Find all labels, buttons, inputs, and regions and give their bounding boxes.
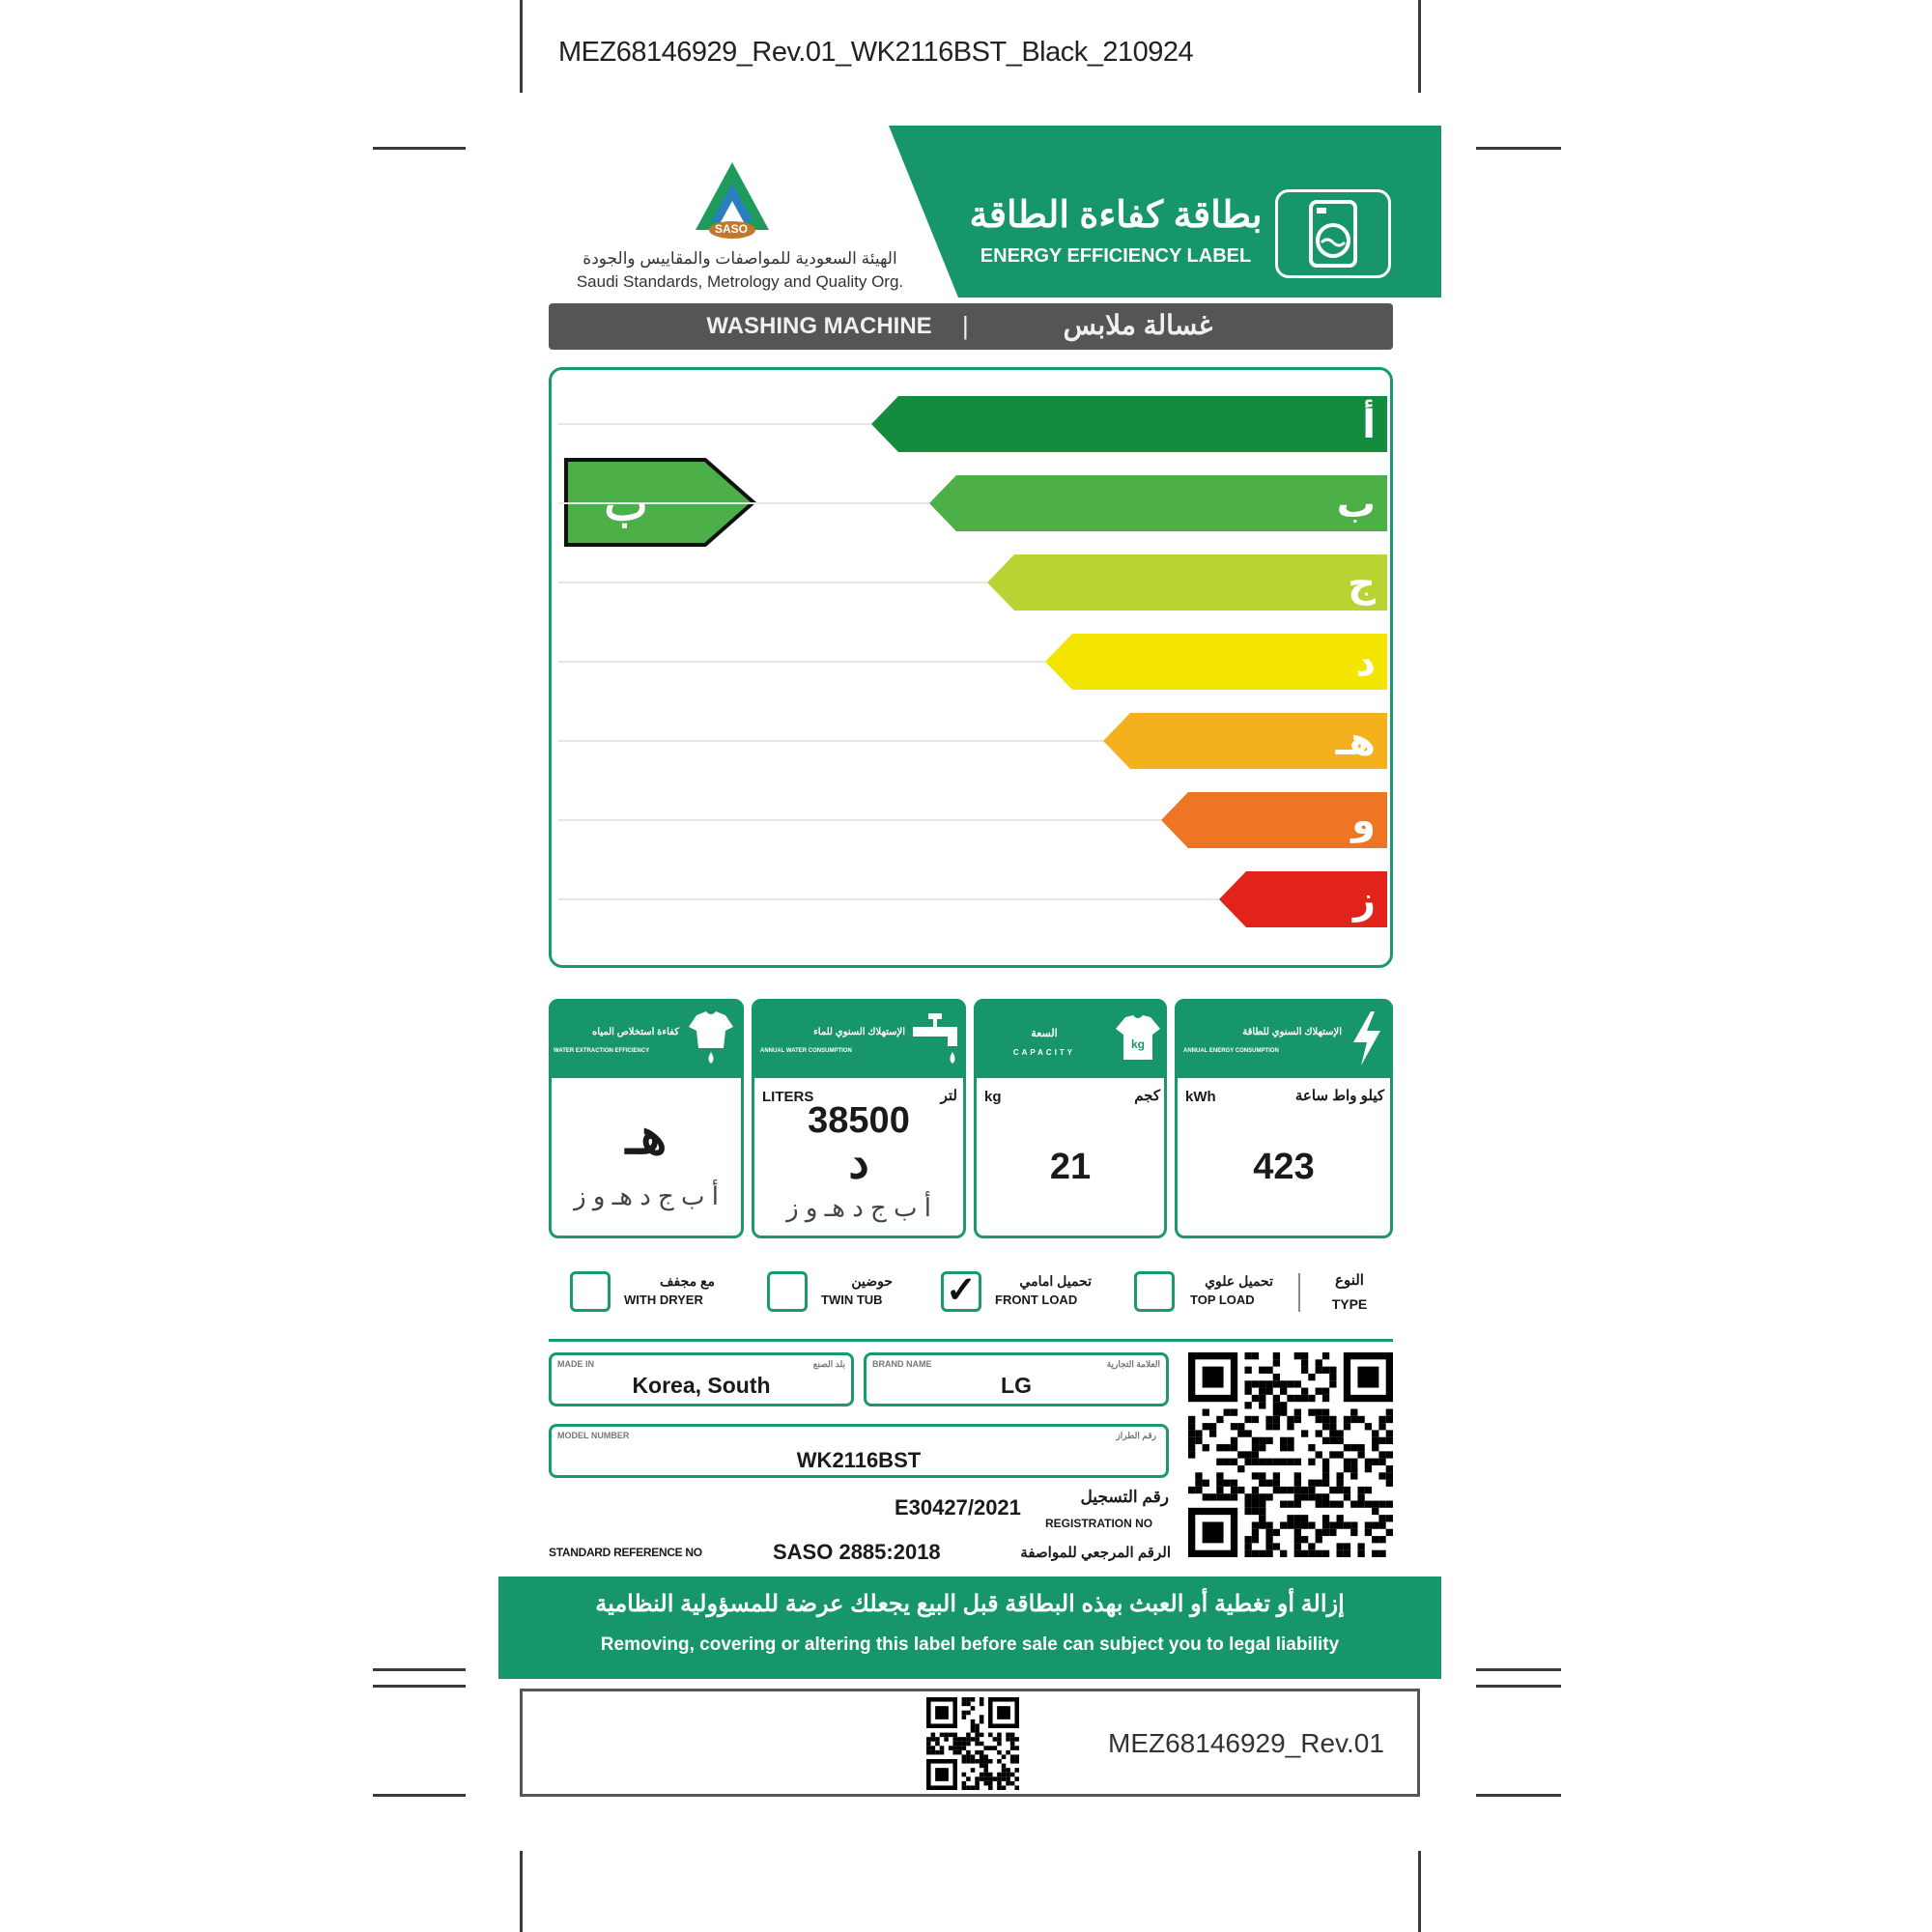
front-load-label-ar: تحميل امامي: [1019, 1273, 1092, 1289]
cut-mark: [1476, 1794, 1561, 1797]
type-label-ar: النوع: [1335, 1272, 1364, 1289]
twin-tub-label-en: TWIN TUB: [821, 1293, 883, 1307]
model-label-en: MODEL NUMBER: [557, 1431, 630, 1440]
registration-label-ar: رقم التسجيل: [1080, 1488, 1169, 1506]
label-title-en: ENERGY EFFICIENCY LABEL: [980, 245, 1252, 267]
rating-bar-4: [1045, 634, 1387, 690]
rating-letter-1: أ: [1362, 403, 1376, 447]
model-value: WK2116BST: [796, 1448, 922, 1472]
small-qr-code[interactable]: [926, 1697, 1019, 1790]
model-field: [549, 1424, 1169, 1478]
checkmark-icon: ✓: [946, 1270, 977, 1311]
faucet-icon: [909, 1011, 961, 1067]
water-consumption-unit-en: LITERS: [762, 1089, 814, 1105]
front-load-checkbox[interactable]: [941, 1271, 981, 1312]
capacity-title-ar: السعة: [1031, 1028, 1058, 1039]
product-type-bar: [549, 303, 1393, 350]
product-type-ar: غسالة ملابس: [1063, 310, 1213, 340]
cut-mark: [520, 1851, 523, 1932]
top-load-label-en: TOP LOAD: [1190, 1293, 1255, 1307]
label-title-ar: بطاقة كفاءة الطاقة: [969, 195, 1263, 236]
warning-text-ar: إزالة أو تغطية أو العبث بهذه البطاقة قبل البيع يجعلك عرضة للمسؤولية النظامية: [595, 1591, 1345, 1617]
tshirt-kg-icon: [1114, 1013, 1162, 1064]
product-type-separator: |: [962, 311, 969, 340]
water-efficiency-grade: هـ: [625, 1109, 668, 1165]
made-in-label-ar: بلد الصنع: [812, 1359, 845, 1369]
twin-tub-label-ar: حوضين: [851, 1273, 893, 1289]
cut-mark: [1476, 147, 1561, 150]
energy-title-ar: الإستهلاك السنوي للطاقة: [1242, 1027, 1342, 1037]
water-consumption-box: [752, 999, 966, 1238]
made-in-label-en: MADE IN: [557, 1359, 594, 1369]
water-consumption-scale: أ ب ج د هـ و ز: [786, 1193, 931, 1222]
water-consumption-unit-ar: لتر: [940, 1088, 957, 1104]
rating-letter-7: ز: [1352, 878, 1376, 923]
model-label-ar: رقم الطراز: [1116, 1431, 1156, 1440]
lightning-icon: [1348, 1009, 1386, 1067]
water-consumption-title-en: ANNUAL WATER CONSUMPTION: [760, 1048, 852, 1054]
rating-letter-6: و: [1351, 799, 1376, 843]
front-load-label-en: FRONT LOAD: [995, 1293, 1078, 1307]
cut-mark: [1418, 1851, 1421, 1932]
cut-mark: [520, 0, 523, 93]
cut-mark: [373, 1794, 466, 1797]
capacity-unit-ar: كجم: [1134, 1088, 1160, 1104]
top-load-label-ar: تحميل علوي: [1205, 1273, 1273, 1289]
water-efficiency-title-ar: كفاءة استخلاص المياه: [592, 1027, 679, 1037]
energy-title-en: ANNUAL ENERGY CONSUMPTION: [1183, 1048, 1279, 1054]
rating-scale: [549, 367, 1393, 968]
rating-letter-3: ج: [1348, 561, 1376, 606]
registration-value: E30427/2021: [895, 1495, 1021, 1520]
cut-mark: [373, 1668, 466, 1671]
rating-letter-4: د: [1355, 640, 1376, 685]
rating-letter-5: هـ: [1335, 720, 1376, 764]
cut-mark: [1418, 0, 1421, 93]
water-efficiency-scale: أ ب ج د هـ و ز: [574, 1181, 719, 1210]
cut-mark: [1476, 1668, 1561, 1671]
bottom-info-box: [520, 1689, 1420, 1797]
standard-label-ar: الرقم المرجعي للمواصفة: [1020, 1545, 1171, 1561]
with-dryer-label-ar: مع مجفف: [660, 1273, 715, 1289]
water-efficiency-title-en: WATER EXTRACTION EFFICIENCY: [554, 1048, 650, 1054]
saso-badge: SASO: [715, 222, 749, 236]
standard-value: SASO 2885:2018: [773, 1540, 941, 1564]
capacity-box: [974, 999, 1167, 1238]
registration-label-en: REGISTRATION NO: [1045, 1517, 1153, 1530]
type-divider: [1298, 1273, 1300, 1312]
product-type-en: WASHING MACHINE: [706, 313, 932, 339]
energy-value: 423: [1253, 1147, 1315, 1187]
shirt-drip-icon: [687, 1009, 735, 1065]
document-code-bottom: MEZ68146929_Rev.01: [1108, 1728, 1384, 1758]
energy-consumption-box: [1175, 999, 1393, 1238]
brand-value: LG: [1001, 1373, 1032, 1398]
made-in-field: [549, 1352, 854, 1406]
document-code-top: MEZ68146929_Rev.01_WK2116BST_Black_210924: [558, 37, 1194, 68]
rating-letter-2: ب: [1336, 482, 1376, 526]
cut-mark: [373, 147, 466, 150]
water-consumption-value: 38500: [808, 1100, 910, 1141]
capacity-value: 21: [1049, 1147, 1092, 1187]
energy-unit-ar: كيلو واط ساعة: [1294, 1088, 1384, 1104]
water-consumption-title-ar: الإستهلاك السنوي للماء: [813, 1027, 905, 1037]
cut-mark: [373, 1685, 466, 1688]
capacity-title-en: CAPACITY: [1012, 1048, 1076, 1057]
top-load-checkbox[interactable]: [1134, 1271, 1175, 1312]
rating-bar-1: [871, 396, 1387, 452]
rating-bar-3: [987, 554, 1387, 611]
brand-label-en: BRAND NAME: [872, 1359, 932, 1369]
energy-unit-en: kWh: [1185, 1089, 1216, 1105]
capacity-unit-en: kg: [984, 1089, 1002, 1105]
brand-field: [864, 1352, 1169, 1406]
water-consumption-grade: د: [848, 1137, 869, 1188]
warning-text-en: Removing, covering or altering this label before sale can subject you to legal liability: [600, 1634, 1340, 1655]
qr-code[interactable]: [1188, 1352, 1393, 1557]
with-dryer-checkbox[interactable]: [570, 1271, 611, 1312]
org-name-ar: الهيئة السعودية للمواصفات والمقاييس والجودة: [582, 249, 897, 268]
rating-bar-2: [929, 475, 1387, 531]
standard-label-en: STANDARD REFERENCE NO: [549, 1546, 702, 1559]
org-name-en: Saudi Standards, Metrology and Quality Org.: [576, 272, 904, 291]
with-dryer-label-en: WITH DRYER: [624, 1293, 703, 1307]
washing-machine-icon: [1275, 189, 1391, 278]
svg-text:kg: kg: [1130, 1037, 1146, 1051]
rated-class-letter: ب: [604, 479, 648, 530]
divider-line: [549, 1339, 1393, 1342]
twin-tub-checkbox[interactable]: [767, 1271, 808, 1312]
type-label-en: TYPE: [1331, 1296, 1368, 1312]
warning-banner: [498, 1577, 1441, 1679]
water-efficiency-box: [549, 999, 744, 1238]
cut-mark: [1476, 1685, 1561, 1688]
made-in-value: Korea, South: [632, 1373, 771, 1398]
brand-label-ar: العلامة التجارية: [1106, 1359, 1160, 1369]
